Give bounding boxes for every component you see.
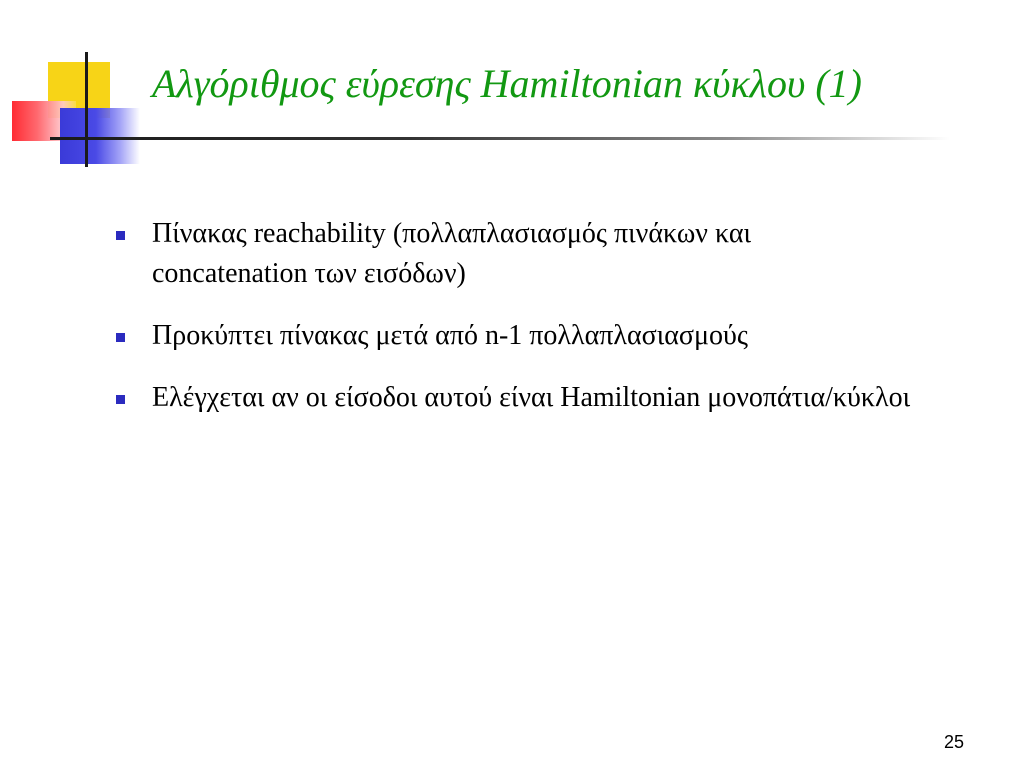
page-number: 25 bbox=[943, 732, 964, 752]
square-bullet-icon bbox=[116, 395, 125, 404]
square-bullet-icon bbox=[116, 231, 125, 240]
bullet-list bbox=[112, 214, 912, 440]
bullet-text: Προκύπτει πίνακας μετά από n-1 πολλαπλασιασμούς bbox=[152, 320, 748, 351]
bullet-text: Πίνακας reachability (πολλαπλασιασμός πινάκων και concatenation των εισόδων) bbox=[152, 218, 752, 289]
title-underline bbox=[50, 137, 950, 140]
slide-title: Αλγόριθμος εύρεσης Hamiltonian κύκλου (1) bbox=[152, 61, 862, 106]
decorative-vertical-line bbox=[85, 52, 88, 167]
square-bullet-icon bbox=[116, 333, 125, 342]
decorative-blue-square bbox=[60, 108, 140, 164]
bullet-item bbox=[112, 378, 912, 418]
bullet-text: Ελέγχεται αν οι είσοδοι αυτού είναι Hamiltonian μονοπάτια/κύκλοι bbox=[152, 382, 911, 413]
bullet-item bbox=[112, 214, 912, 294]
bullet-item bbox=[112, 316, 912, 356]
